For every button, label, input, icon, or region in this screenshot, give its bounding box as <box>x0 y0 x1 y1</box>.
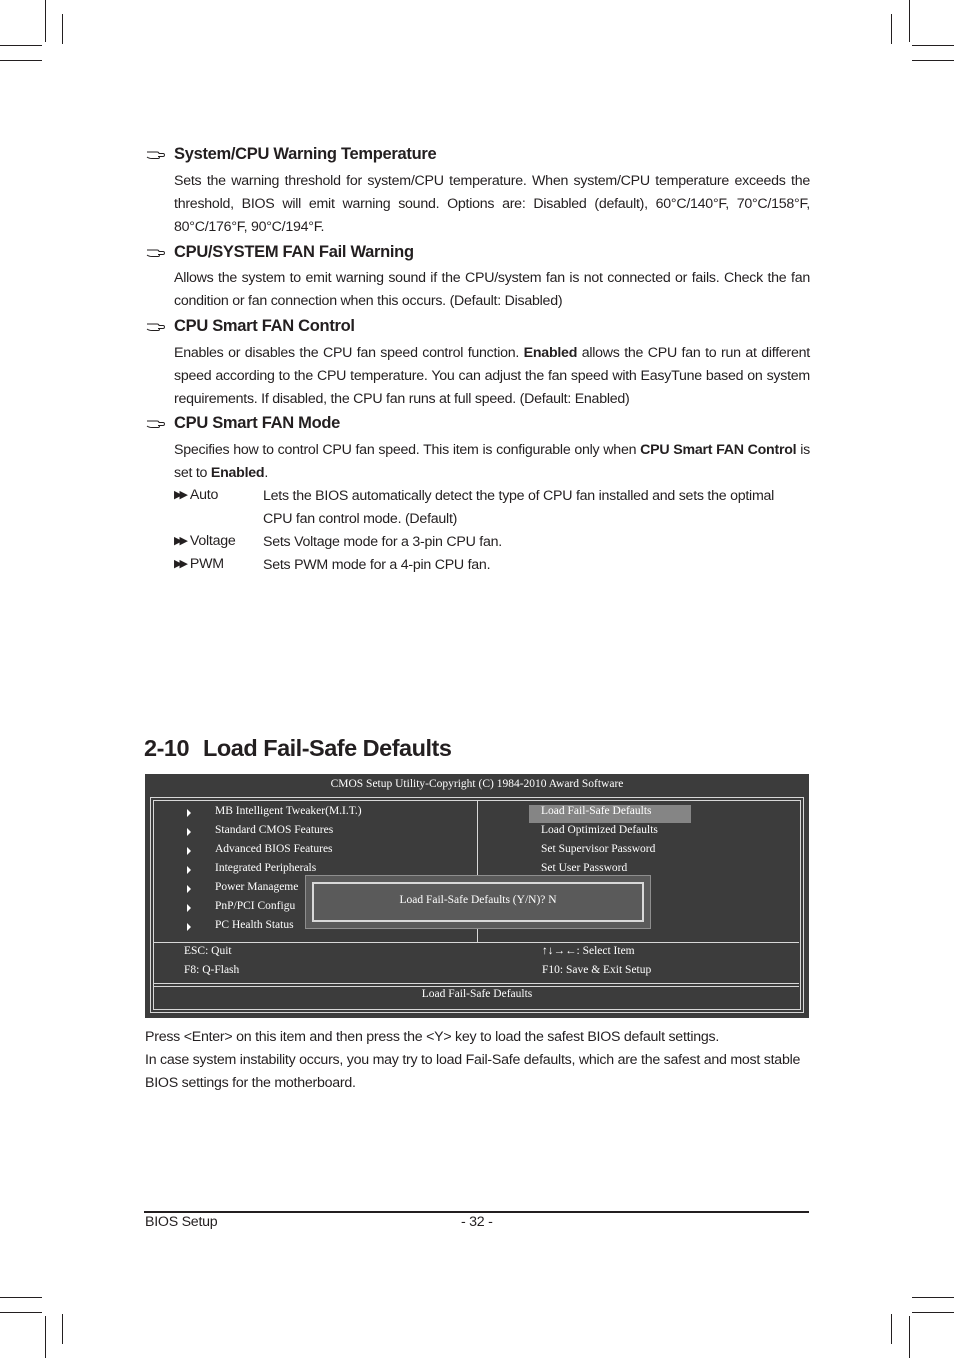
bios-menu-item[interactable]: PnP/PCI Configu <box>215 900 296 912</box>
section-title: System/CPU Warning Temperature <box>174 145 437 163</box>
section-body: Allows the system to emit warning sound if the CPU/system fan is not connected or fails. Check the fan condition or fan connection when this occurs. (Default: Disabled) <box>174 270 810 309</box>
submenu-arrow-icon <box>187 885 191 893</box>
crop-mark <box>45 1316 46 1358</box>
submenu-arrow-icon <box>187 847 191 855</box>
bios-menu-item[interactable]: Power Manageme <box>215 881 299 893</box>
dialog-prompt: Load Fail-Safe Defaults (Y/N)? N <box>399 894 557 906</box>
page-number: - 32 - <box>461 1214 493 1230</box>
bios-divider <box>154 942 799 943</box>
body-bold: CPU Smart FAN Control <box>640 442 797 458</box>
pointing-hand-icon <box>146 318 166 332</box>
crop-mark <box>912 60 954 61</box>
key-hint-f8: F8: Q-Flash <box>184 964 240 976</box>
submenu-arrow-icon <box>187 904 191 912</box>
crop-mark <box>891 1314 892 1344</box>
section-title: CPU Smart FAN Mode <box>174 414 341 432</box>
body-bold: Enabled <box>523 345 578 361</box>
crop-mark <box>62 1314 63 1344</box>
body-bold: Enabled <box>210 465 265 481</box>
section-body <box>174 439 810 485</box>
bios-menu-item[interactable]: Standard CMOS Features <box>215 824 334 836</box>
dialog-frame <box>312 882 644 922</box>
section-title: CPU/SYSTEM FAN Fail Warning <box>174 243 414 261</box>
bios-menu-item-selected[interactable]: Load Fail-Safe Defaults <box>541 805 652 817</box>
double-arrow-icon: ▶▶ <box>174 489 185 501</box>
crop-mark <box>891 14 892 44</box>
option-name: Voltage <box>189 533 236 549</box>
option-pwm <box>174 556 224 572</box>
crop-mark <box>909 0 910 42</box>
crop-mark <box>909 1316 910 1358</box>
body-text: Specifies how to control CPU fan speed. This item is configurable only when <box>174 442 641 458</box>
bios-menu-item[interactable]: Set Supervisor Password <box>541 843 656 855</box>
heading-title: Load Fail-Safe Defaults <box>203 735 452 761</box>
footer-rule <box>144 1211 809 1213</box>
submenu-arrow-icon <box>187 866 191 874</box>
crop-mark <box>0 45 42 46</box>
option-description: Lets the BIOS automatically detect the type of CPU fan installed and sets the optimal CPU fan control mode. (Default) <box>263 488 775 527</box>
submenu-arrow-icon <box>187 828 191 836</box>
crop-mark <box>912 1297 954 1298</box>
bios-menu-item[interactable]: Set User Password <box>541 862 628 874</box>
option-auto <box>174 487 218 503</box>
crop-mark <box>0 1312 42 1313</box>
crop-mark <box>45 0 46 42</box>
footer-title: BIOS Setup <box>145 1214 218 1230</box>
body-text: . <box>264 465 269 481</box>
bios-menu-item[interactable]: Advanced BIOS Features <box>215 843 333 855</box>
bios-menu-item[interactable]: PC Health Status <box>215 919 294 931</box>
option-name: PWM <box>189 556 224 572</box>
bios-menu-item[interactable]: Integrated Peripherals <box>215 862 317 874</box>
body-text: is set to <box>174 442 810 481</box>
pointing-hand-icon <box>146 244 166 258</box>
double-arrow-icon: ▶▶ <box>174 535 185 547</box>
option-description: Sets PWM mode for a 4-pin CPU fan. <box>263 557 491 573</box>
option-voltage <box>174 533 236 549</box>
crop-mark <box>0 1297 42 1298</box>
section-body: Sets the warning threshold for system/CPU temperature. When system/CPU temperature exceeds the threshold, BIOS will emit warning sound. Options are: Disabled (default), 60°C/140°F, 70°C/158°F, 80°C/176°F, 90°C/194°F. <box>174 173 810 235</box>
instruction-paragraph: In case system instability occurs, you may try to load Fail-Safe defaults, which are the safest and most stable BIOS settings for the motherboard. <box>145 1052 801 1091</box>
body-text: allows the CPU fan to run at different speed according to the CPU temperature. You can adjust the fan speed with EasyTune based on system requirements. If disabled, the CPU fan runs at full speed. (Default: Enabled) <box>174 345 810 407</box>
key-hint-f10: F10: Save & Exit Setup <box>542 964 652 976</box>
bios-title: CMOS Setup Utility-Copyright (C) 1984-2010 Award Software <box>330 778 624 790</box>
submenu-arrow-icon <box>187 923 191 931</box>
heading-number: 2-10 <box>144 735 190 761</box>
double-arrow-icon: ▶▶ <box>174 558 185 570</box>
crop-mark <box>912 1312 954 1313</box>
crop-mark <box>62 14 63 44</box>
bios-screenshot <box>145 774 809 1018</box>
instruction-line: Press <Enter> on this item and then press the <Y> key to load the safest BIOS default settings. <box>145 1029 720 1045</box>
option-description: Sets Voltage mode for a 3-pin CPU fan. <box>263 534 502 550</box>
section-title: CPU Smart FAN Control <box>174 317 355 335</box>
body-text: Enables or disables the CPU fan speed control function. <box>174 345 524 361</box>
pointing-hand-icon <box>146 415 166 429</box>
bios-divider <box>154 986 799 987</box>
chapter-heading <box>144 735 451 762</box>
section-body <box>174 342 810 411</box>
key-hint-select: ↑↓→←: Select Item <box>542 945 635 957</box>
crop-mark <box>912 45 954 46</box>
bios-confirm-dialog[interactable] <box>305 875 651 929</box>
bios-menu-item[interactable]: MB Intelligent Tweaker(M.I.T.) <box>215 805 362 817</box>
key-hint-esc: ESC: Quit <box>184 945 232 957</box>
bios-status-line: Load Fail-Safe Defaults <box>421 988 533 1000</box>
option-name: Auto <box>189 487 219 503</box>
bios-divider <box>154 983 799 984</box>
submenu-arrow-icon <box>187 809 191 817</box>
crop-mark <box>0 60 42 61</box>
pointing-hand-icon <box>146 146 166 160</box>
bios-menu-item[interactable]: Load Optimized Defaults <box>541 824 658 836</box>
